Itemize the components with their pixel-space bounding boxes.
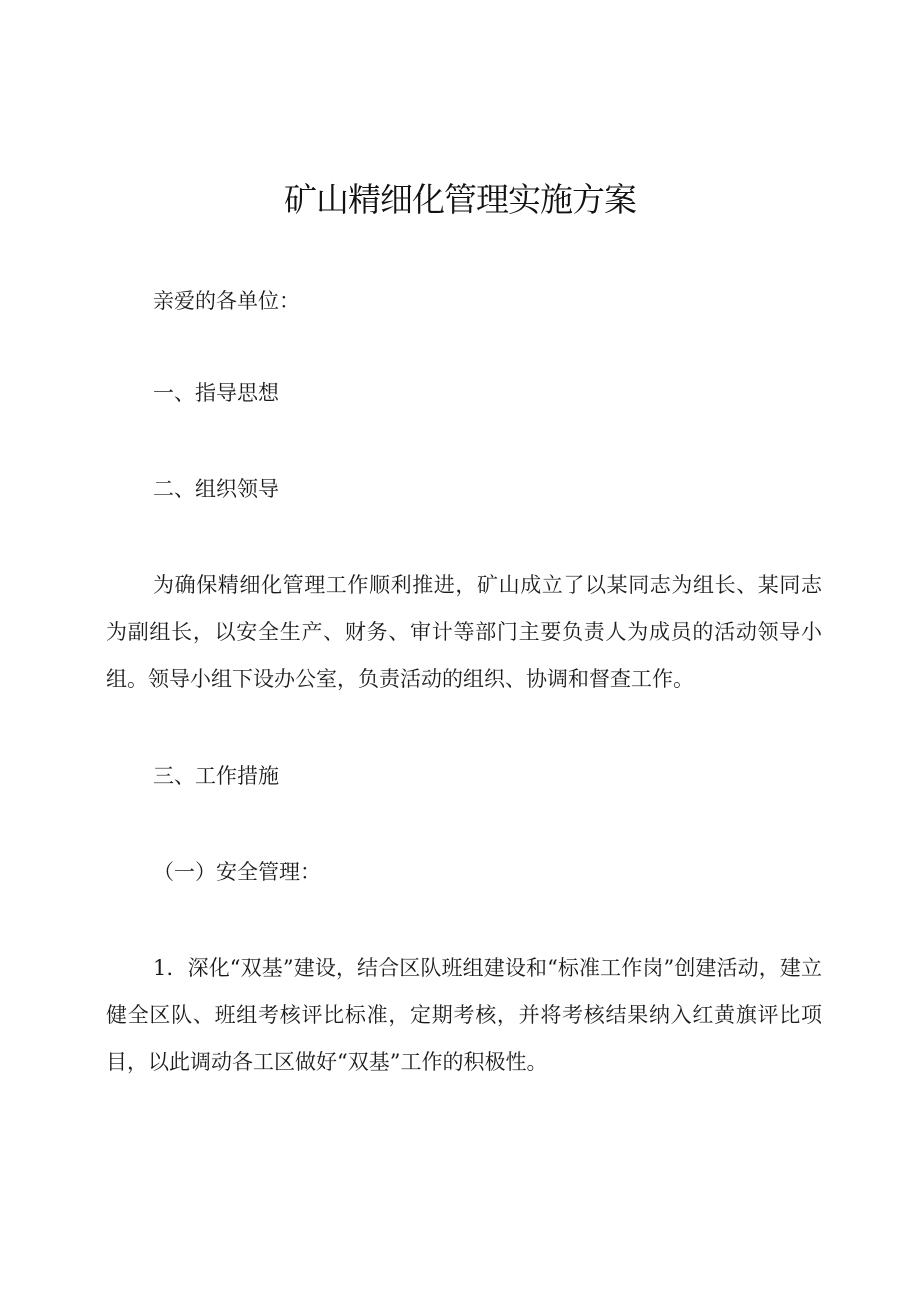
section-heading-organization: 二、组织领导: [153, 477, 279, 501]
organization-paragraph: 为确保精细化管理工作顺利推进，矿山成立了以某同志为组长、某同志为副组长，以安全生产、财务、审计等部门主要负责人为成员的活动领导小组。领导小组下设办公室，负责活动的组织、协调和督查工作。: [106, 573, 822, 691]
greeting: 亲爱的各单位：: [153, 289, 300, 313]
item-1-paragraph: 1．深化“双基”建设，结合区队班组建设和“标准工作岗”创建活动，建立健全区队、班组考核评比标准，定期考核，并将考核结果纳入红黄旗评比项目，以此调动各工区做好“双基”工作的积极性。: [106, 956, 822, 1074]
subsection-heading-safety: （一）安全管理：: [153, 860, 321, 884]
section-heading-work-measures: 三、工作措施: [153, 764, 279, 788]
section-heading-guiding-ideology: 一、指导思想: [153, 381, 279, 405]
document-title: 矿山精细化管理实施方案: [284, 180, 636, 219]
